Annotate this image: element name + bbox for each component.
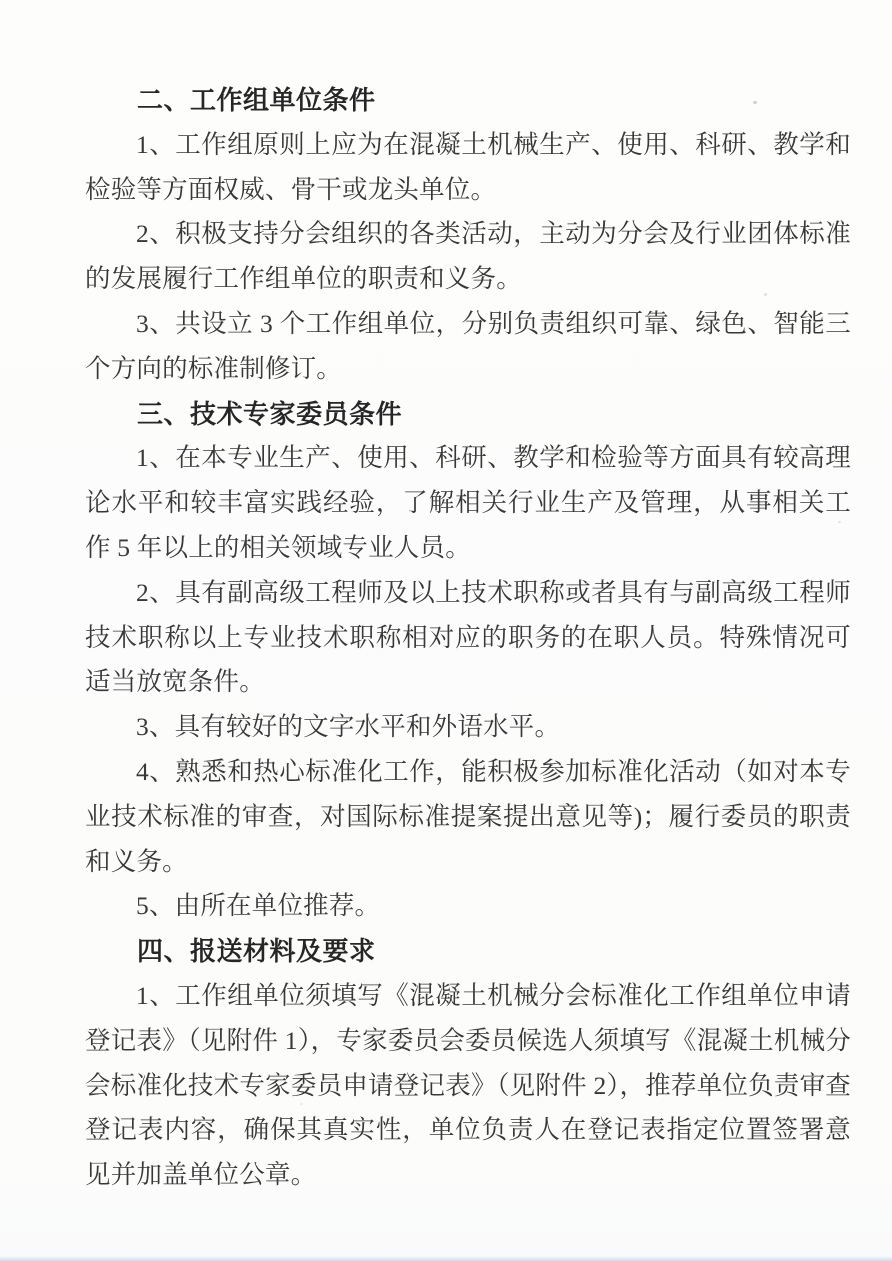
section-heading: 三、技术专家委员条件 bbox=[137, 398, 403, 429]
paragraph: 3、具有较好的文字水平和外语水平。 bbox=[136, 712, 561, 742]
section-heading: 二、工作组单位条件 bbox=[137, 85, 376, 115]
section-heading: 四、报送材料及要求 bbox=[137, 936, 376, 967]
scan-bottom-edge bbox=[0, 1256, 892, 1261]
scan-speck bbox=[838, 521, 841, 523]
paragraph: 5、由所在单位推荐。 bbox=[136, 891, 381, 921]
paragraph: 3、共设立 3 个工作组单位，分别负责组织可靠、绿色、智能三个方向的标准制修订。 bbox=[85, 308, 851, 383]
scan-speck bbox=[753, 101, 757, 104]
scan-speck bbox=[764, 293, 767, 296]
section-technical-expert-conditions bbox=[85, 392, 851, 930]
paragraph: 4、熟悉和热心标准化工作，能积极参加标准化活动（如对本专业技术标准的审查，对国际标准提案提出意见等)；履行委员的职责和义务。 bbox=[85, 756, 851, 876]
scan-speck bbox=[300, 1103, 303, 1105]
paragraph: 1、在本专业生产、使用、科研、教学和检验等方面具有较高理论水平和较丰富实践经验，了解相关行业生产及管理，从事相关工作 5 年以上的相关领域专业人员。 bbox=[85, 443, 851, 562]
section-submission-materials-requirements bbox=[85, 929, 851, 1198]
paragraph: 2、具有副高级工程师及以上技术职称或者具有与副高级工程师技术职称以上专业技术职称相对应的职务的在职人员。特殊情况可适当放宽条件。 bbox=[85, 577, 851, 697]
section-workgroup-unit-conditions bbox=[85, 78, 851, 392]
paragraph: 1、工作组单位须填写《混凝土机械分会标准化工作组单位申请登记表》（见附件 1），专家委员会委员候选人须填写《混凝土机械分会标准化技术专家委员申请登记表》（见附件 2），推荐单位负责审查登记表内容，确保其真实性，单位负责人在登记表指定位置签署意见并加盖单位公章。 bbox=[85, 980, 851, 1190]
paragraph: 2、积极支持分会组织的各类活动，主动为分会及行业团体标准的发展履行工作组单位的职责和义务。 bbox=[85, 219, 851, 294]
document-text-block bbox=[85, 78, 851, 1198]
paragraph: 1、工作组原则上应为在混凝土机械生产、使用、科研、教学和检验等方面权威、骨干或龙头单位。 bbox=[85, 129, 851, 204]
